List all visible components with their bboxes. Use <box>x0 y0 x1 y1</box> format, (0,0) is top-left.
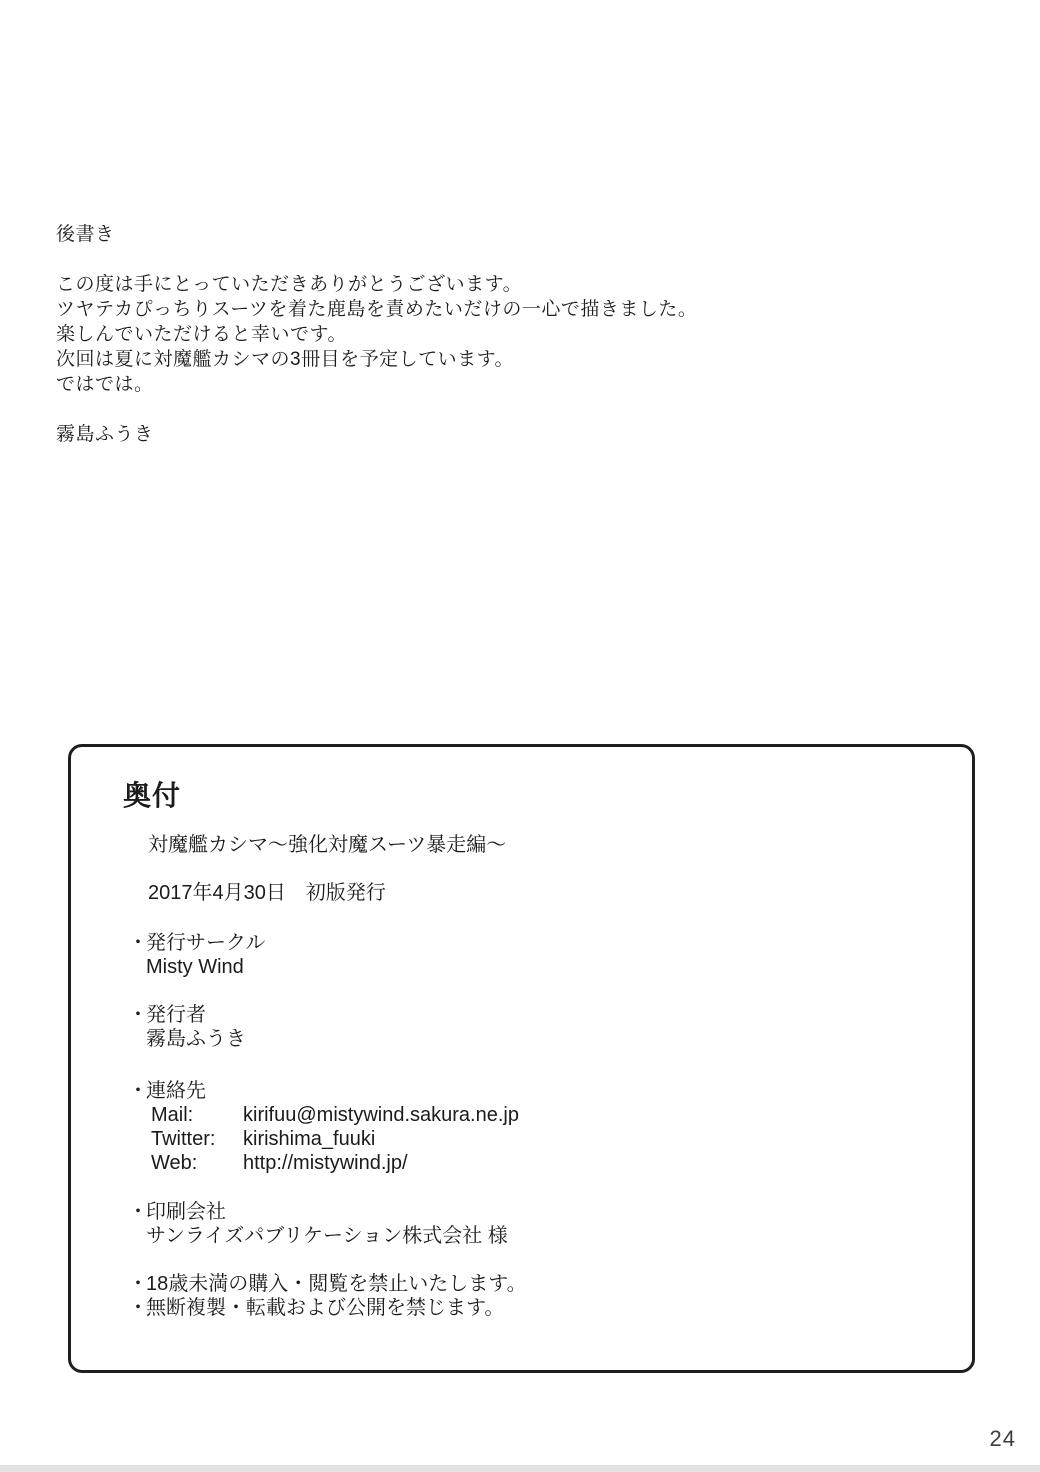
notice-text: 18歳未満の購入・閲覧を禁止いたします。 <box>146 1273 527 1295</box>
afterword-line: 次回は夏に対魔艦カシマの3冊目を予定しています。 <box>56 349 515 370</box>
notices <box>123 1272 942 1320</box>
contact-row-mail <box>151 1103 942 1127</box>
publication-date: 2017年4月30日 初版発行 <box>148 882 386 904</box>
section-label: 印刷会社 <box>146 1201 226 1223</box>
afterword-heading: 後書き <box>56 224 115 245</box>
section-printer-label <box>128 1200 942 1224</box>
contact-row-twitter <box>151 1127 942 1151</box>
section-circle-label <box>128 931 942 955</box>
contact-row-web <box>151 1151 942 1175</box>
contact-label-mail: Mail: <box>151 1104 194 1126</box>
section-publisher-label <box>128 1003 942 1027</box>
blank-line <box>56 247 697 272</box>
page-number: 24 <box>989 1426 1016 1451</box>
blank-line <box>56 397 697 422</box>
section-circle-value: Misty Wind <box>146 956 244 978</box>
afterword-section <box>56 222 697 447</box>
colophon-box <box>68 744 975 1373</box>
bullet-dot: ・ <box>128 1273 148 1295</box>
section-label: 発行サークル <box>146 932 266 954</box>
section-publisher-value: 霧島ふうき <box>146 1028 246 1050</box>
bullet-dot: ・ <box>128 932 148 954</box>
contact-value-web: http://mistywind.jp/ <box>243 1152 408 1174</box>
afterword-line: ツヤテカぴっちりスーツを着た鹿島を責めたいだけの一心で描きました。 <box>56 299 698 320</box>
notice-text: 無断複製・転載および公開を禁じます。 <box>146 1297 505 1319</box>
contact-value-twitter: kirishima_fuuki <box>243 1128 376 1150</box>
scan-edge <box>0 1465 1040 1472</box>
section-contact-label <box>128 1079 942 1103</box>
book-title: 対魔艦カシマ～強化対魔スーツ暴走編～ <box>148 834 507 856</box>
section-label: 発行者 <box>146 1004 206 1026</box>
bullet-dot: ・ <box>128 1080 148 1102</box>
notice-line <box>128 1296 942 1320</box>
afterword-line: 楽しんでいただけると幸いです。 <box>56 324 347 345</box>
contact-value-mail: kirifuu@mistywind.sakura.ne.jp <box>243 1104 519 1126</box>
contact-label-twitter: Twitter: <box>151 1128 216 1150</box>
bullet-dot: ・ <box>128 1201 148 1223</box>
colophon-heading: 奥付 <box>123 780 182 811</box>
notice-line <box>128 1272 942 1296</box>
contact-label-web: Web: <box>151 1152 198 1174</box>
afterword-signature: 霧島ふうき <box>56 424 154 445</box>
section-printer-value: サンライズパブリケーション株式会社 様 <box>146 1225 508 1247</box>
afterword-line: この度は手にとっていただきありがとうございます。 <box>56 274 523 295</box>
bullet-dot: ・ <box>128 1004 148 1026</box>
bullet-dot: ・ <box>128 1297 148 1319</box>
afterword-line: ではでは。 <box>56 374 154 395</box>
section-label: 連絡先 <box>146 1080 206 1102</box>
